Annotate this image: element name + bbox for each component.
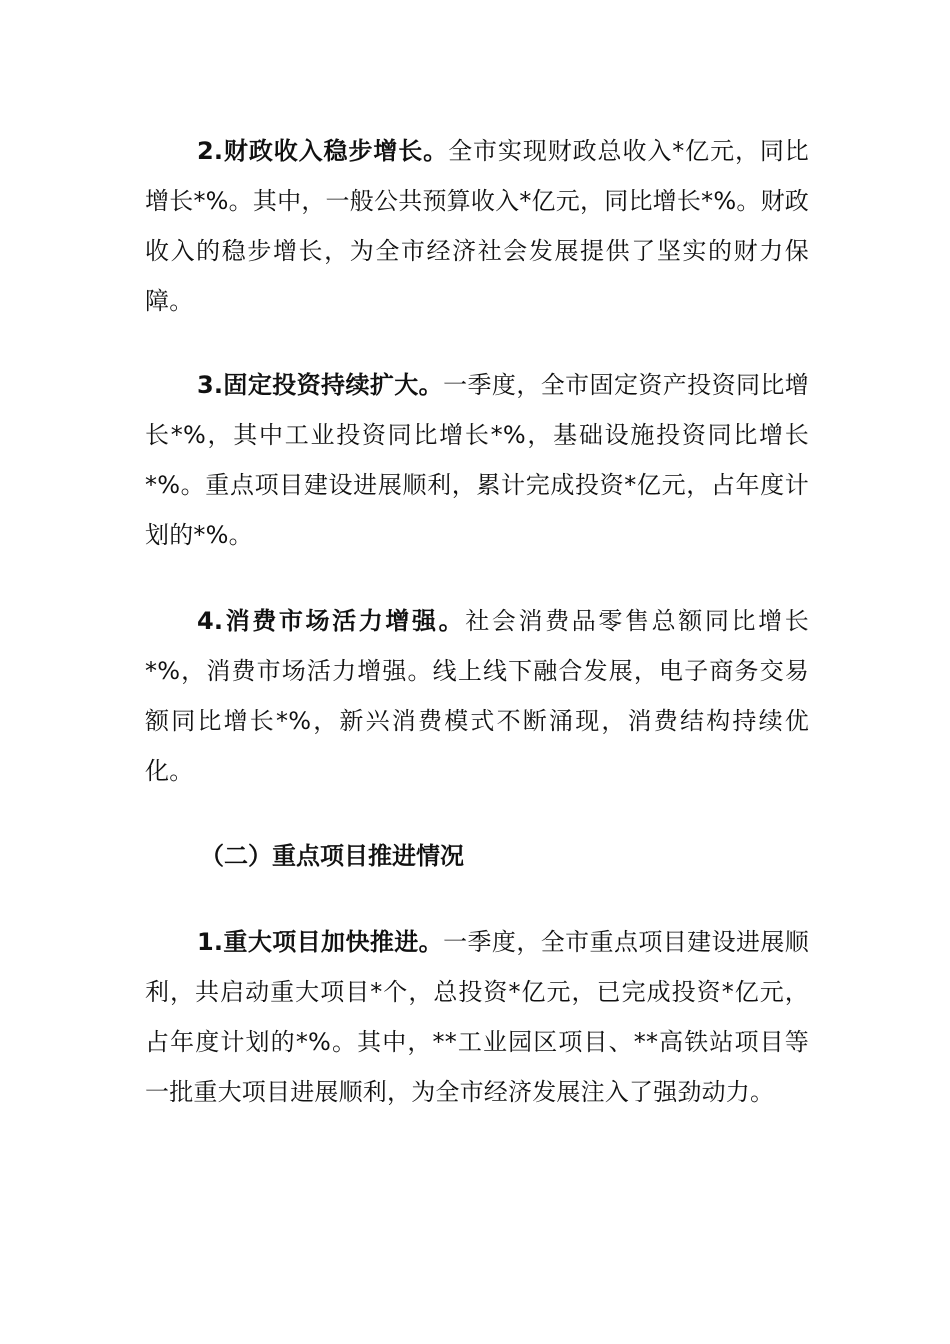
- paragraph-text: 全市实现财政总收入*亿元，同比增长*%。其中，一般公共预算收入*亿元，同比增长*%。财政收入的稳步增长，为全市经济社会发展提供了坚实的财力保障。: [145, 137, 809, 315]
- paragraph-lead: 2.财政收入稳步增长。: [197, 137, 449, 165]
- paragraph-lead: 3.固定投资持续扩大。: [197, 371, 444, 399]
- paragraph-text: 一季度，全市固定资产投资同比增长*%，其中工业投资同比增长*%，基础设施投资同比增长*%。重点项目建设进展顺利，累计完成投资*亿元，占年度计划的*%。: [145, 371, 809, 549]
- paragraph-fixed-investment: [145, 360, 809, 560]
- paragraph-consumer-market: [145, 596, 809, 796]
- paragraph-lead: 4.消费市场活力增强。: [197, 607, 466, 635]
- paragraph-text: 社会消费品零售总额同比增长*%，消费市场活力增强。线上线下融合发展，电子商务交易额同比增长*%，新兴消费模式不断涌现，消费结构持续优化。: [145, 607, 809, 785]
- paragraph-lead: 1.重大项目加快推进。: [197, 928, 444, 956]
- section-heading: （二）重点项目推进情况: [200, 842, 464, 870]
- paragraph-fiscal-revenue: [145, 126, 809, 326]
- paragraph-text: 一季度，全市重点项目建设进展顺利，共启动重大项目*个，总投资*亿元，已完成投资*亿元，占年度计划的*%。其中，**工业园区项目、**高铁站项目等一批重大项目进展顺利，为全市经济发展注入了强劲动力。: [145, 928, 809, 1106]
- paragraph-major-projects: [145, 917, 809, 1117]
